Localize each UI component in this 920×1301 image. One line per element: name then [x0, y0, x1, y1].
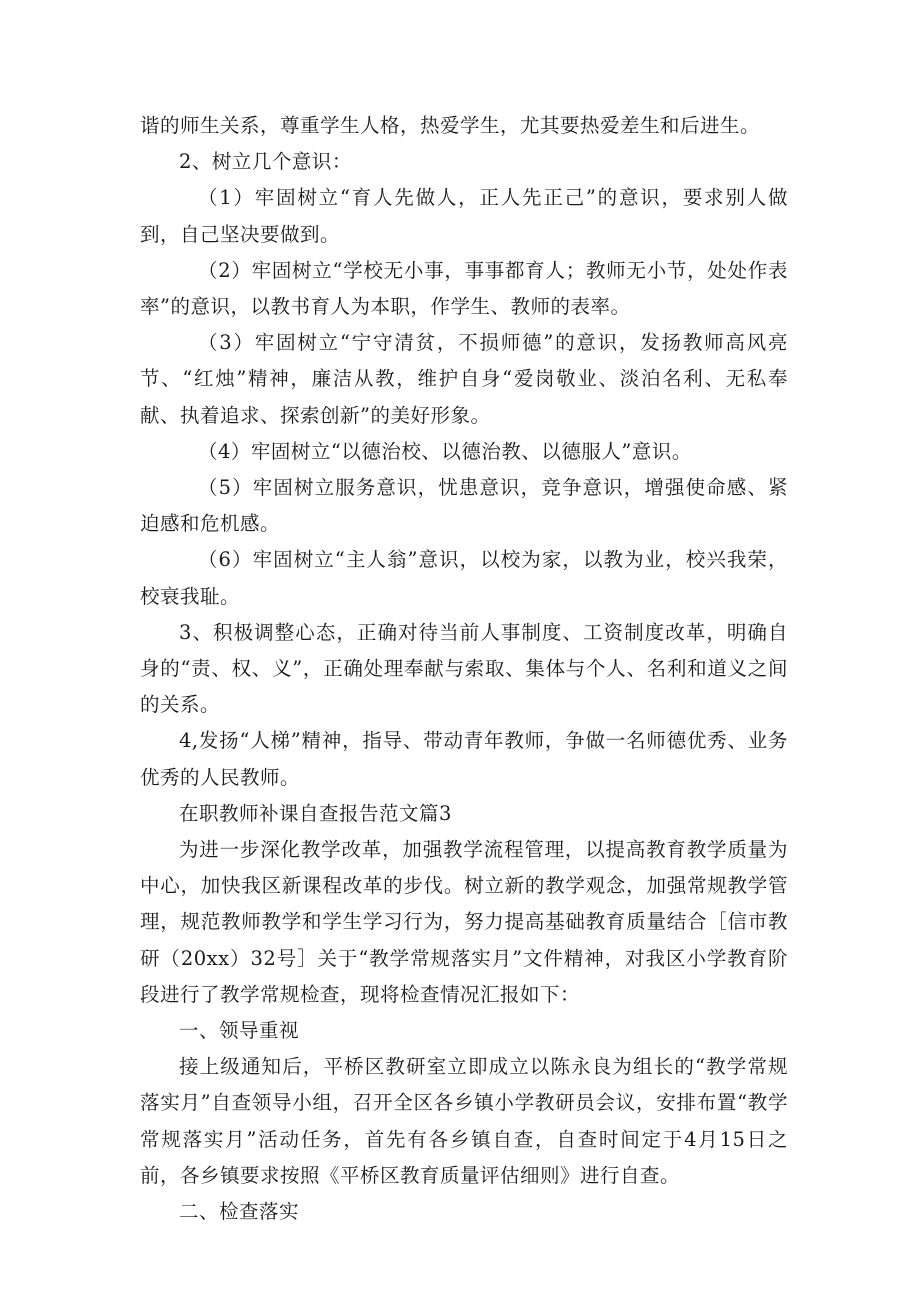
paragraph-sub-item-6: （6）牢固树立“主人翁”意识，以校为家，以教为业，校兴我荣，校衰我耻。 [140, 548, 788, 608]
paragraph-intro: 为进一步深化教学改革，加强教学流程管理，以提高教育教学质量为中心，加快我区新课程改革的步伐。树立新的教学观念，加强常规教学管理，规范教师教学和学生学习行为，努力提高基础教育质量结合［信市教研（20xx）32号］关于“教学常规落实月”文件精神，对我区小学教育阶段进行了教学常规检查，现将检查情况汇报如下： [140, 838, 788, 1006]
paragraph-sub-item-4: （4）牢固树立“以德治校、以德治教、以德服人”意识。 [198, 439, 692, 463]
paragraph-sub-item-2: （2）牢固树立“学校无小事，事事都育人；教师无小节，处处作表率”的意识，以教书育人为本职，作学生、教师的表率。 [140, 258, 788, 319]
paragraph-sub-item-5: （5）牢固树立服务意识，忧患意识，竞争意识，增强使命感、紧迫感和危机感。 [140, 476, 788, 536]
paragraph-sub-item-3: （3）牢固树立“宁守清贫，不损师德”的意识，发扬教师高风亮节、“红烛”精神，廉洁从教，维护自身“爱岗敬业、淡泊名利、无私奉献、执着追求、探索创新”的美好形象。 [140, 331, 788, 427]
paragraph-item-4: 4,发扬“人梯”精神，指导、带动青年教师，争做一名师德优秀、业务优秀的人民教师。 [140, 729, 788, 789]
section-title: 在职教师补课自查报告范文篇3 [179, 801, 452, 825]
paragraph-sub-item-1: （1）牢固树立“育人先做人，正人先正己”的意识，要求别人做到，自己坚决要做到。 [140, 186, 788, 246]
paragraph-continuation: 谐的师生关系，尊重学生人格，热爱学生，尤其要热爱差生和后进生。 [140, 114, 761, 137]
section-heading-leadership: 一、领导重视 [179, 1019, 300, 1043]
section-heading-inspection: 二、检查落实 [179, 1200, 300, 1224]
document-body [140, 108, 788, 1230]
paragraph-item-3: 3、积极调整心态，正确对待当前人事制度、工资制度改革，明确自身的“责、权、义”，正确处理奉献与索取、集体与个人、名利和道义之间的关系。 [140, 620, 788, 717]
paragraph-leadership: 接上级通知后，平桥区教研室立即成立以陈永良为组长的“教学常规落实月”自查领导小组，召开全区各乡镇小学教研员会议，安排布置“教学常规落实月”活动任务，首先有各乡镇自查，自查时间定于4月15日之前，各乡镇要求按照《平桥区教育质量评估细则》进行自查。 [140, 1055, 788, 1187]
paragraph-item-2-heading: 2、树立几个意识： [179, 150, 352, 174]
